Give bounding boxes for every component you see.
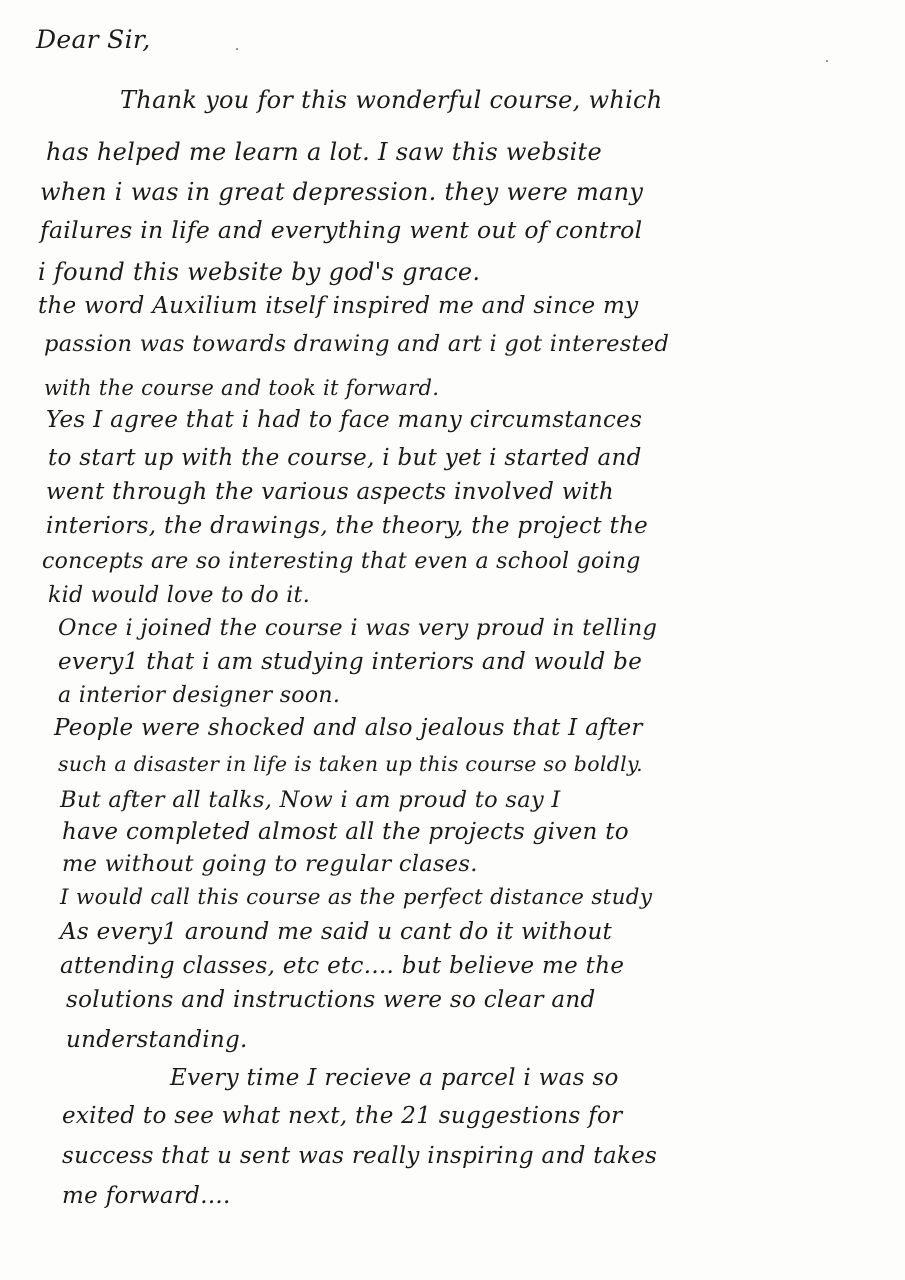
letter-line: have completed almost all the projects given to — [62, 819, 629, 845]
letter-line: me forward.... — [62, 1183, 231, 1209]
letter-line: Once i joined the course i was very proud in telling — [58, 615, 658, 641]
letter-line: understanding. — [66, 1027, 248, 1053]
letter-line: attending classes, etc etc.... but believe me the — [60, 953, 625, 979]
letter-line: went through the various aspects involved with — [46, 479, 615, 505]
letter-line: But after all talks, Now i am proud to say I — [60, 787, 561, 813]
scan-speck — [236, 48, 238, 50]
letter-line: I would call this course as the perfect distance study — [60, 885, 653, 910]
letter-line: i found this website by god's grace. — [38, 258, 481, 286]
letter-line: kid would love to do it. — [48, 583, 310, 608]
letter-line: exited to see what next, the 21 suggestions for — [62, 1103, 623, 1129]
letter-line: when i was in great depression. they were many — [40, 178, 644, 206]
letter-line: the word Auxilium itself inspired me and since my — [38, 293, 639, 319]
letter-line: solutions and instructions were so clear and — [66, 987, 596, 1013]
letter-line: Every time I recieve a parcel i was so — [170, 1065, 619, 1091]
salutation: Dear Sir, — [36, 25, 151, 54]
letter-line: People were shocked and also jealous that I after — [54, 715, 643, 741]
letter-line: Thank you for this wonderful course, which — [120, 86, 663, 114]
letter-line: every1 that i am studying interiors and would be — [58, 649, 643, 675]
letter-line: to start up with the course, i but yet i started and — [48, 445, 642, 471]
letter-line: with the course and took it forward. — [44, 376, 440, 400]
letter-line: a interior designer soon. — [58, 683, 341, 708]
letter-line: has helped me learn a lot. I saw this website — [46, 138, 602, 166]
letter-line: failures in life and everything went out of control — [40, 216, 643, 244]
letter-line: me without going to regular clases. — [62, 851, 478, 877]
letter-line: As every1 around me said u cant do it without — [60, 919, 613, 945]
letter-line: such a disaster in life is taken up this course so boldly. — [58, 752, 643, 776]
letter-line: concepts are so interesting that even a school going — [42, 549, 641, 574]
letter-line: interiors, the drawings, the theory, the project the — [46, 513, 649, 539]
letter-line: Yes I agree that i had to face many circumstances — [46, 407, 643, 433]
scan-speck — [826, 60, 828, 62]
letter-line: passion was towards drawing and art i got interested — [44, 331, 670, 357]
letter-line: success that u sent was really inspiring and takes — [62, 1143, 658, 1169]
